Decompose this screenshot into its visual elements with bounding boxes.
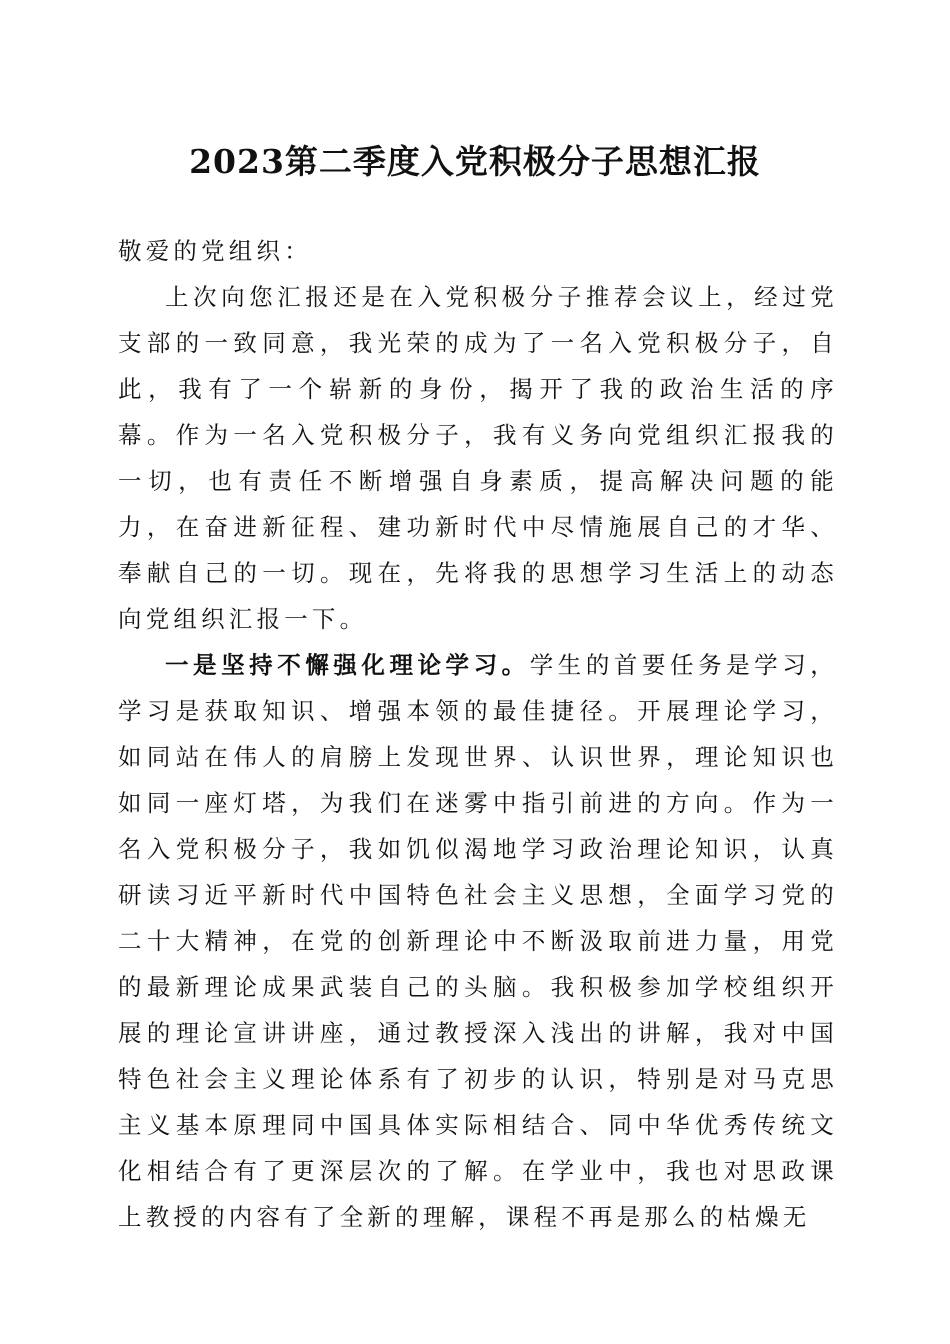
document-body	[118, 228, 838, 1240]
paragraph-theory-text: 学生的首要任务是学习，学习是获取知识、增强本领的最佳捷径。开展理论学习，如同站在伟人的肩膀上发现世界、认识世界，理论知识也如同一座灯塔，为我们在迷雾中指引前进的方向。作为一名入党积极分子，我如饥似渴地学习政治理论知识，认真研读习近平新时代中国特色社会主义思想，全面学习党的二十大精神，在党的创新理论中不断汲取前进力量，用党的最新理论成果武装自己的头脑。我积极参加学校组织开展的理论宣讲讲座，通过教授深入浅出的讲解，我对中国特色社会主义理论体系有了初步的认识，特别是对马克思主义基本原理同中国具体实际相结合、同中华优秀传统文化相结合有了更深层次的了解。在学业中，我也对思政课上教授的内容有了全新的理解，课程不再是那么的枯燥无	[118, 651, 838, 1231]
salutation: 敬爱的党组织：	[118, 237, 312, 265]
paragraph-theory-study	[118, 642, 838, 1240]
paragraph-intro: 上次向您汇报还是在入党积极分子推荐会议上，经过党支部的一致同意，我光荣的成为了一名入党积极分子，自此，我有了一个崭新的身份，揭开了我的政治生活的序幕。作为一名入党积极分子，我有义务向党组织汇报我的一切，也有责任不断增强自身素质，提高解决问题的能力，在奋进新征程、建功新时代中尽情施展自己的才华、奉献自己的一切。现在，先将我的思想学习生活上的动态向党组织汇报一下。	[118, 283, 838, 633]
document-title: 2023第二季度入党积极分子思想汇报	[189, 142, 761, 181]
paragraph-lead-heading: 一是坚持不懈强化理论学习。	[165, 651, 530, 679]
